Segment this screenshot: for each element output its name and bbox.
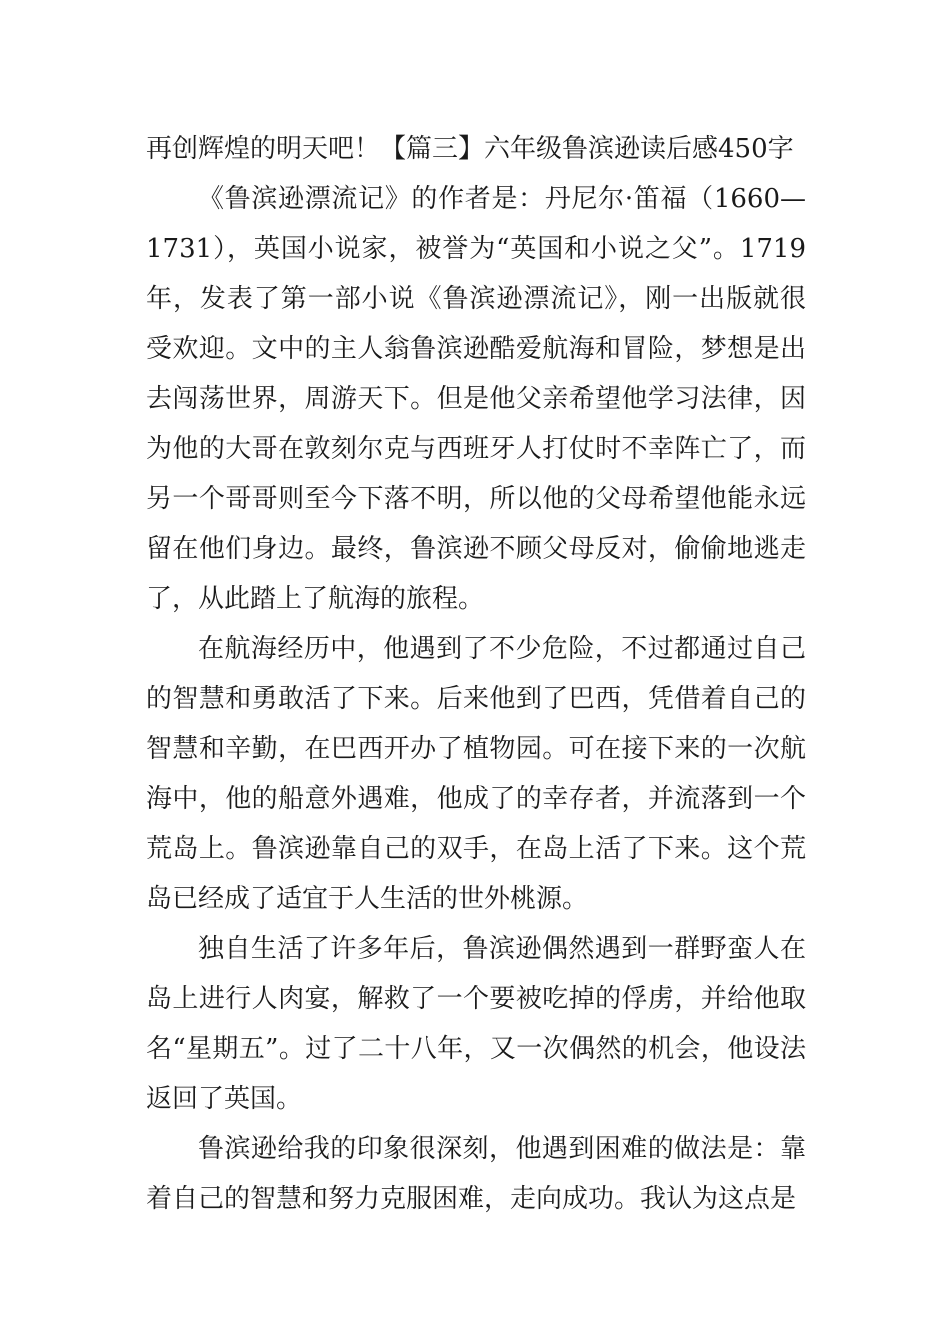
paragraph-impression: 鲁滨逊给我的印象很深刻，他遇到困难的做法是：靠着自己的智慧和努力克服困难，走向成功。我认为这点是 — [146, 1134, 806, 1214]
paragraph-continuation-and-heading: 再创辉煌的明天吧！【篇三】六年级鲁滨逊读后感450字 — [146, 134, 794, 164]
paragraph-voyage: 在航海经历中，他遇到了不少危险，不过都通过自己的智慧和勇敢活了下来。后来他到了巴西，凭借着自己的智慧和辛勤，在巴西开办了植物园。可在接下来的一次航海中，他的船意外遇难，他成了的幸存者，并流落到一个荒岛上。鲁滨逊靠自己的双手，在岛上活了下来。这个荒岛已经成了适宜于人生活的世外桃源。 — [146, 634, 806, 914]
paragraph-author-intro: 《鲁滨逊漂流记》的作者是：丹尼尔·笛福（1660—1731），英国小说家，被誉为“英国和小说之父”。1719年，发表了第一部小说《鲁滨逊漂流记》，刚一出版就很受欢迎。文中的主人翁鲁滨逊酷爱航海和冒险，梦想是出去闯荡世界，周游天下。但是他父亲希望他学习法律，因为他的大哥在敦刻尔克与西班牙人打仗时不幸阵亡了，而另一个哥哥则至今下落不明，所以他的父母希望他能永远留在他们身边。最终，鲁滨逊不顾父母反对，偷偷地逃走了，从此踏上了航海的旅程。 — [146, 184, 806, 614]
document-body — [146, 124, 806, 1224]
paragraph-friday: 独自生活了许多年后，鲁滨逊偶然遇到一群野蛮人在岛上进行人肉宴，解救了一个要被吃掉的俘虏，并给他取名“星期五”。过了二十八年，又一次偶然的机会，他设法返回了英国。 — [146, 934, 806, 1114]
